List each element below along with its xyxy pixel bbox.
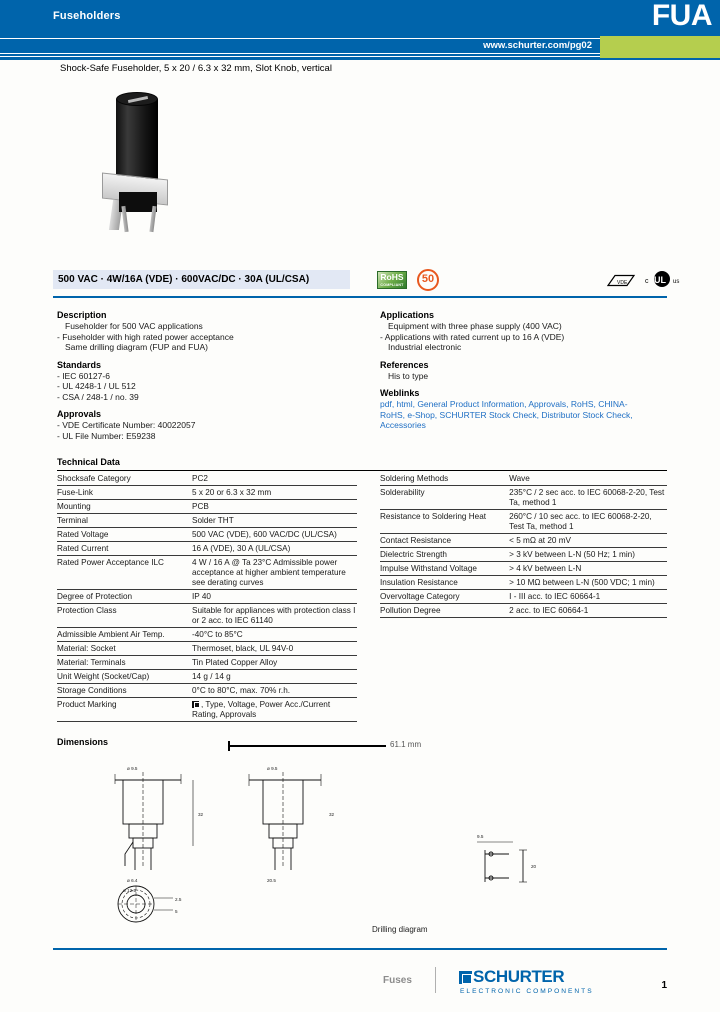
technical-data-row — [57, 604, 357, 628]
description-item: Fuseholder for 500 VAC applications — [65, 321, 203, 331]
approvals-item: - UL File Number: E59238 — [57, 430, 156, 441]
technical-data-value: 4 W / 16 A @ Ta 23°C Admissible power acceptance at higher ambient temperature see derating curves — [192, 557, 346, 587]
technical-data-value: I - III acc. to IEC 60664-1 — [509, 591, 601, 601]
svg-text:20.5: 20.5 — [267, 878, 276, 883]
schurter-logo-name: SCHURTER — [473, 967, 565, 986]
applications-item: - Applications with rated current up to 16 A (VDE) — [380, 331, 565, 342]
references-heading: References — [380, 359, 429, 370]
schurter-logo-tagline: ELECTRONIC COMPONENTS — [460, 988, 594, 995]
standards-item: - UL 4248-1 / UL 512 — [57, 381, 136, 391]
technical-data-heading: Technical Data — [57, 457, 120, 467]
weblinks-line[interactable]: pdf, html, General Product Information, Approvals, RoHS, CHINA- — [380, 399, 628, 409]
technical-data-row — [380, 534, 667, 548]
technical-data-key: Resistance to Soldering Heat — [380, 511, 487, 521]
schurter-logo-mark-icon — [459, 971, 472, 984]
technical-data-key: Protection Class — [57, 605, 117, 615]
dimensions-heading: Dimensions — [57, 737, 109, 747]
technical-data-value: PC2 — [192, 473, 208, 483]
technical-data-row — [57, 486, 357, 500]
drilling-diagram-caption: Drilling diagram — [372, 925, 428, 934]
svg-text:32: 32 — [198, 812, 204, 817]
standards-heading: Standards — [57, 359, 102, 370]
technical-data-key: Impulse Withstand Voltage — [380, 563, 477, 573]
technical-data-value: > 3 kV between L-N (50 Hz; 1 min) — [509, 549, 635, 559]
technical-data-row — [57, 590, 357, 604]
technical-data-value: IP 40 — [192, 591, 211, 601]
technical-data-key: Mounting — [57, 501, 91, 511]
description-item: - Fuseholder with high rated power acceptance — [57, 331, 234, 342]
dimension-scale-bar — [228, 745, 386, 747]
description-item: Same drilling diagram (FUP and FUA) — [65, 342, 208, 352]
technical-data-value: 14 g / 14 g — [192, 671, 231, 681]
weblinks-line[interactable]: Accessories — [380, 420, 426, 430]
ul-approval-icon — [645, 270, 685, 290]
technical-data-value: -40°C to 85°C — [192, 629, 243, 639]
references-item: His to type — [388, 370, 429, 381]
technical-data-row — [57, 670, 357, 684]
technical-data-row — [57, 500, 357, 514]
technical-data-value: 500 VAC (VDE), 600 VAC/DC (UL/CSA) — [192, 529, 337, 539]
page-header — [0, 0, 720, 36]
technical-data-key: Pollution Degree — [380, 605, 441, 615]
technical-data-row — [380, 548, 667, 562]
header-rule — [0, 58, 720, 60]
technical-data-table-right — [380, 472, 667, 618]
technical-data-row — [57, 556, 357, 590]
svg-text:9.5: 9.5 — [477, 834, 484, 839]
technical-data-value: Suitable for appliances with protection class I or 2 acc. to IEC 61140 — [192, 605, 356, 625]
footer-category: Fuses — [383, 975, 412, 986]
header-product-brand: FUA — [651, 0, 712, 32]
technical-data-value: , Type, Voltage, Power Acc./Current Rating, Approvals — [192, 699, 331, 719]
technical-data-row — [57, 684, 357, 698]
approvals-heading: Approvals — [57, 409, 102, 419]
technical-data-row — [380, 510, 667, 534]
technical-data-value: 260°C / 10 sec acc. to IEC 60068-2-20, Test Ta, method 1 — [509, 511, 652, 531]
technical-data-key: Contact Resistance — [380, 535, 451, 545]
technical-data-key: Terminal — [57, 515, 88, 525]
technical-data-key: Solderability — [380, 487, 425, 497]
footer-divider — [435, 967, 436, 993]
product-photo — [97, 88, 183, 233]
technical-data-key: Material: Terminals — [57, 657, 126, 667]
svg-text:us: us — [673, 279, 680, 285]
china-rohs-icon: 50 — [417, 269, 439, 291]
rohs-icon-line1: RoHS — [380, 272, 404, 282]
technical-data-key: Soldering Methods — [380, 473, 449, 483]
product-marking-icon — [192, 701, 199, 708]
technical-data-key: Insulation Resistance — [380, 577, 458, 587]
technical-data-row — [380, 590, 667, 604]
technical-data-value: Tin Plated Copper Alloy — [192, 657, 278, 667]
info-column-right — [380, 310, 680, 431]
technical-data-value: PCB — [192, 501, 209, 511]
technical-data-row — [380, 486, 667, 510]
technical-data-value: > 4 kV between L-N — [509, 563, 582, 573]
technical-data-row — [57, 656, 357, 670]
technical-data-key: Shocksafe Category — [57, 473, 131, 483]
technical-data-table-left — [57, 472, 357, 722]
svg-text:ø 6.4: ø 6.4 — [127, 878, 138, 883]
technical-data-key: Material: Socket — [57, 643, 116, 653]
applications-heading: Applications — [380, 310, 435, 320]
svg-text:c: c — [645, 278, 649, 285]
technical-data-key: Degree of Protection — [57, 591, 133, 601]
technical-data-key: Admissible Ambient Air Temp. — [57, 629, 165, 639]
svg-text:20: 20 — [531, 864, 537, 869]
footer-rule — [53, 948, 667, 950]
technical-data-row — [380, 604, 667, 618]
technical-data-key: Unit Weight (Socket/Cap) — [57, 671, 150, 681]
technical-data-value: Thermoset, black, UL 94V-0 — [192, 643, 294, 653]
technical-data-row — [57, 528, 357, 542]
header-accent-block — [600, 36, 720, 58]
weblinks-line[interactable]: RoHS, e-Shop, SCHURTER Stock Check, Distributor Stock Check, — [380, 409, 633, 420]
technical-data-value: < 5 mΩ at 20 mV — [509, 535, 572, 545]
technical-data-key: Rated Power Acceptance ILC — [57, 557, 164, 567]
technical-data-value: Solder THT — [192, 515, 234, 525]
svg-text:32: 32 — [329, 812, 335, 817]
header-url[interactable]: www.schurter.com/pg02 — [483, 40, 592, 51]
technical-data-rule — [57, 470, 667, 471]
applications-item: Equipment with three phase supply (400 VAC) — [388, 321, 562, 331]
svg-text:VDE: VDE — [617, 280, 628, 286]
technical-data-value: > 10 MΩ between L-N (500 VDC; 1 min) — [509, 577, 655, 587]
approvals-item: - VDE Certificate Number: 40022057 — [57, 420, 196, 430]
weblinks-heading: Weblinks — [380, 388, 420, 398]
technical-data-row — [380, 576, 667, 590]
schurter-logo — [459, 967, 594, 995]
technical-data-value: 16 A (VDE), 30 A (UL/CSA) — [192, 543, 291, 553]
info-column-left — [57, 310, 377, 441]
technical-data-row — [57, 542, 357, 556]
vde-approval-icon — [604, 272, 638, 289]
technical-data-row — [57, 698, 357, 722]
page-number: 1 — [661, 980, 667, 991]
header-category: Fuseholders — [53, 10, 121, 22]
svg-text:ø 9.5: ø 9.5 — [267, 766, 278, 771]
dimension-drawings — [53, 758, 667, 938]
technical-data-row — [57, 628, 357, 642]
technical-data-key: Storage Conditions — [57, 685, 127, 695]
technical-data-value: 5 x 20 or 6.3 x 32 mm — [192, 487, 272, 497]
technical-data-key: Rated Voltage — [57, 529, 109, 539]
standards-item: - IEC 60127-6 — [57, 370, 110, 381]
dimension-scale-label: 61.1 mm — [390, 740, 422, 749]
technical-data-row — [380, 562, 667, 576]
svg-text:2.5: 2.5 — [175, 897, 182, 902]
ratings-band — [53, 270, 350, 289]
technical-data-value: 2 acc. to IEC 60664-1 — [509, 605, 589, 615]
product-subtitle: Shock-Safe Fuseholder, 5 x 20 / 6.3 x 32 mm, Slot Knob, vertical — [60, 63, 332, 74]
ratings-text: 500 VAC · 4W/16A (VDE) · 600VAC/DC · 30A (UL/CSA) — [58, 274, 310, 285]
technical-data-row — [57, 472, 357, 486]
svg-text:5: 5 — [175, 909, 178, 914]
technical-data-value: 0°C to 80°C, max. 70% r.h. — [192, 685, 291, 695]
rohs-icon-line2: COMPLIANT — [380, 283, 404, 287]
technical-data-value: Wave — [509, 473, 530, 483]
standards-item: - CSA / 248-1 / no. 39 — [57, 391, 139, 402]
technical-data-row — [57, 514, 357, 528]
technical-data-key: Fuse-Link — [57, 487, 93, 497]
technical-data-row — [57, 642, 357, 656]
technical-data-key: Product Marking — [57, 699, 117, 709]
ratings-band-rule — [53, 296, 667, 298]
technical-data-value: 235°C / 2 sec acc. to IEC 60068-2-20, Test Ta, method 1 — [509, 487, 665, 507]
svg-text:UL: UL — [654, 275, 666, 285]
technical-data-key: Overvoltage Category — [380, 591, 460, 601]
technical-data-key: Dielectric Strength — [380, 549, 447, 559]
product-photo-slot-knob — [116, 92, 158, 106]
technical-data-row — [380, 472, 667, 486]
svg-text:ø 9.5: ø 9.5 — [127, 766, 138, 771]
svg-text:ø 12.5: ø 12.5 — [123, 888, 137, 893]
technical-data-key: Rated Current — [57, 543, 109, 553]
applications-item: Industrial electronic — [388, 342, 462, 352]
rohs-compliant-icon — [377, 271, 407, 289]
description-heading: Description — [57, 310, 107, 320]
